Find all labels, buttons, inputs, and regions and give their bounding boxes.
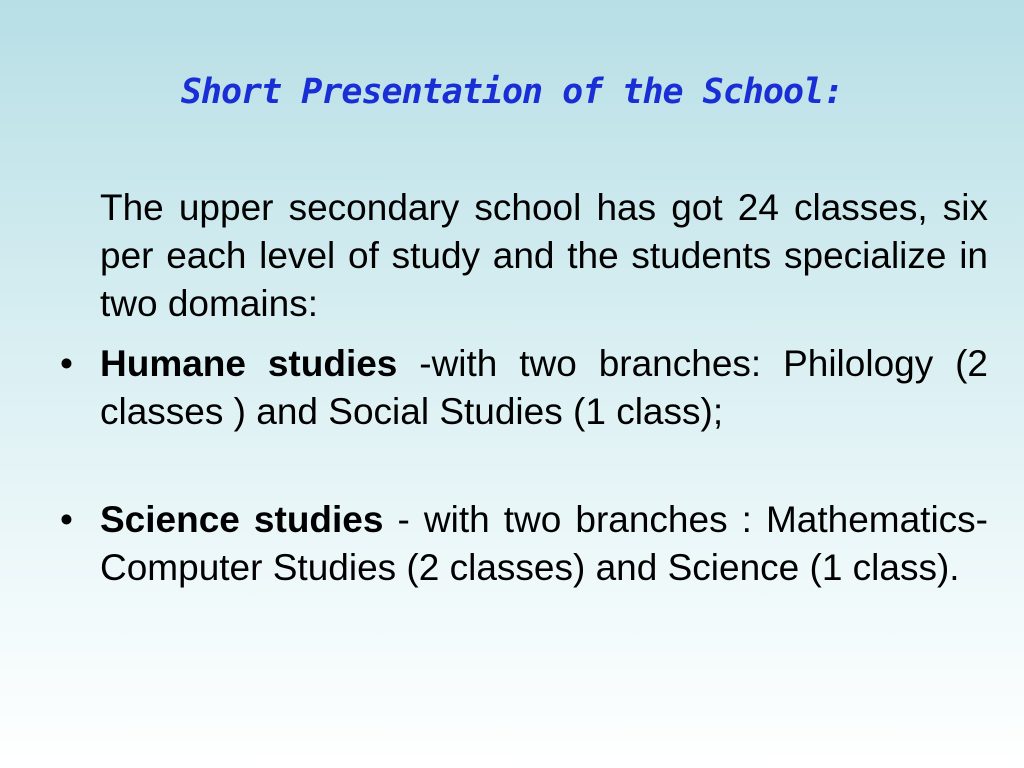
bullet-text — [100, 340, 988, 436]
bullet-icon: • — [60, 343, 73, 384]
bullet-description: - with two branches : Mathematics-Computer Studies (2 classes) and Science (1 class). — [100, 499, 989, 588]
bullet-icon: • — [60, 499, 73, 540]
bullet-text — [100, 496, 988, 592]
bullet-term: Humane studies — [100, 343, 398, 384]
intro-paragraph: The upper secondary school has got 24 classes, six per each level of study and the students specialize in two domains: — [100, 187, 988, 324]
bullet-term: Science studies — [100, 499, 384, 540]
bullet-description: -with two branches: Philology (2 classes ) and Social Studies (1 class); — [100, 343, 988, 432]
slide-title: Short Presentation of the School: — [180, 72, 844, 112]
